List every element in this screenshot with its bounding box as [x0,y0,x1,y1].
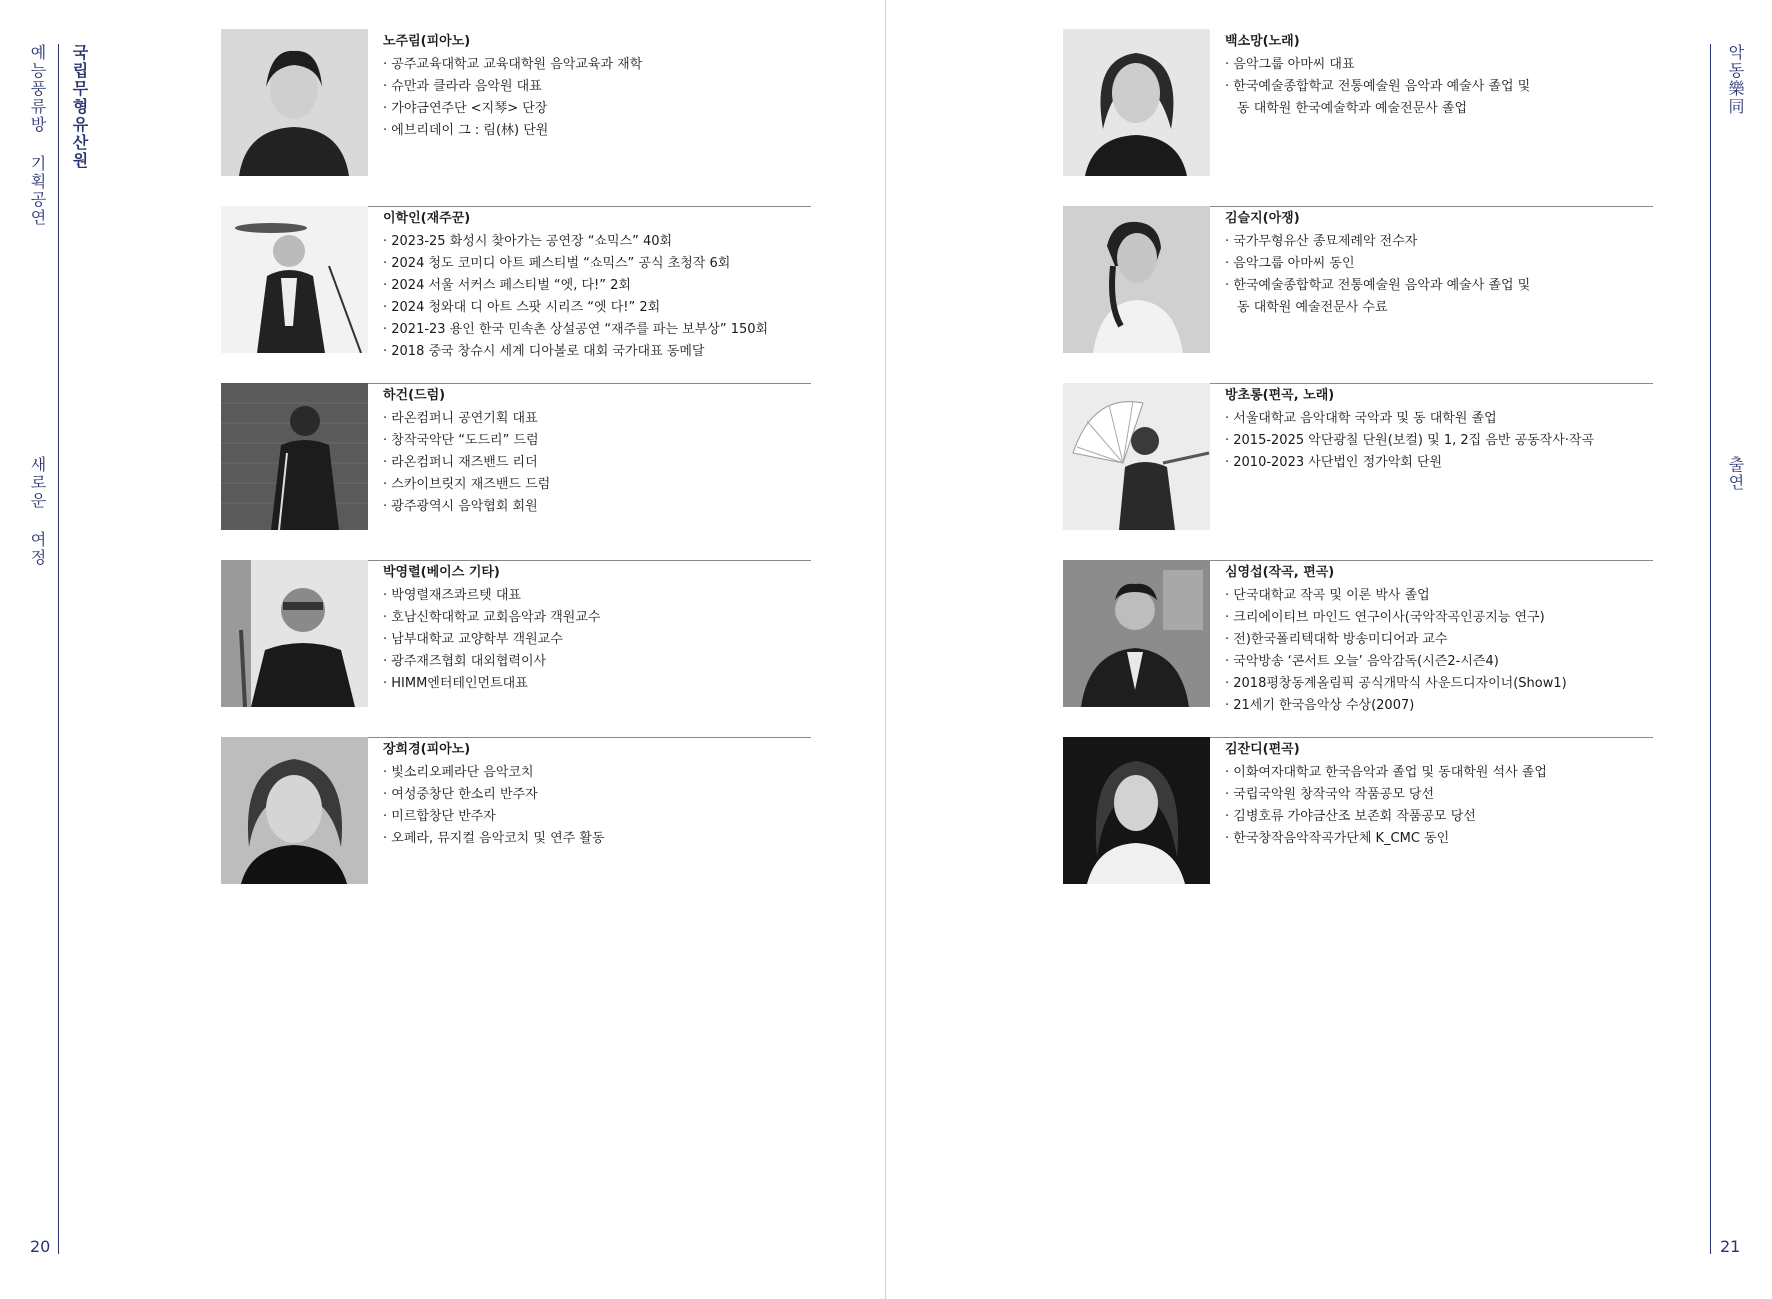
credit-line: · HIMM엔터테인먼트대표 [383,673,813,695]
performer-photo [221,29,368,176]
right-rule [1710,44,1711,1254]
credit-line: · 21세기 한국음악상 수상(2007) [1225,695,1655,717]
credit-line: · 국립국악원 창작국악 작품공모 당선 [1225,784,1655,806]
credit-line: · 가야금연주단 <지琴> 단장 [383,98,813,120]
performer-name: 심영섭(작곡, 편곡) [1225,565,1335,580]
credit-line-continued: 동 대학원 예술전문사 수료 [1237,300,1388,315]
credit-line: · 2024 청도 코미디 아트 페스티벌 “쇼믹스” 공식 초청작 6회 [383,253,813,275]
credit-line: · 2018 중국 창슈시 세계 디아볼로 대회 국가대표 동메달 [383,341,813,363]
performer-card [1063,560,1653,738]
credit-line: · 여성중창단 한소리 반주자 [383,784,813,806]
performer-name: 장희경(피아노) [383,742,471,757]
credit-line: · 전)한국폴리텍대학 방송미디어과 교수 [1225,629,1655,651]
ensemble-name: 악동樂同 [1726,44,1745,116]
performer-card [221,29,811,207]
performer-name: 박영렬(베이스 기타) [383,565,500,580]
credit-line: · 국가무형유산 종묘제례악 전수자 [1225,231,1655,253]
performer-photo [221,206,368,353]
credit-line: · 한국창작음악작곡가단체 K_CMC 동인 [1225,828,1655,850]
credit-line: · 2023-25 화성시 찾아가는 공연장 “쇼믹스” 40회 [383,231,813,253]
credit-line: · 오페라, 뮤지컬 음악코치 및 연주 활동 [383,828,813,850]
performer-card [1063,206,1653,384]
performer-name: 김잔디(편곡) [1225,742,1300,757]
performer-photo [1063,383,1210,530]
performer-card [1063,29,1653,207]
credit-line: · 김병호류 가야금산조 보존회 작품공모 당선 [1225,806,1655,828]
page-number-left: 20 [30,1237,51,1256]
section-title: 출연 [1726,456,1745,492]
performer-card [221,737,811,914]
credit-line: · 호남신학대학교 교회음악과 객원교수 [383,607,813,629]
left-page [0,0,885,1299]
performer-photo [221,737,368,884]
credit-line-continued: 동 대학원 한국예술학과 예술전문사 졸업 [1237,101,1468,116]
performer-photo [221,383,368,530]
credit-line: · 단국대학교 작곡 및 이론 박사 졸업 [1225,585,1655,607]
credit-line: · 박영렬재즈콰르텟 대표 [383,585,813,607]
performer-photo [1063,560,1210,707]
credit-line: · 슈만과 클라라 음악원 대표 [383,76,813,98]
credit-line: · 스카이브릿지 재즈밴드 드럼 [383,474,813,496]
credit-line: · 남부대학교 교양학부 객원교수 [383,629,813,651]
performer-card [221,383,811,561]
credit-line: · 2024 청와대 디 아트 스팟 시리즈 “엣 다!” 2회 [383,297,813,319]
credit-line: · 2021-23 용인 한국 민속촌 상설공연 “재주를 파는 보부상” 150회 [383,319,813,341]
credit-line: · 서울대학교 음악대학 국악과 및 동 대학원 졸업 [1225,408,1655,430]
performer-card [221,206,811,384]
credit-line: · 광주재즈협회 대외협력이사 [383,651,813,673]
credit-line: · 2015-2025 악단광칠 단원(보컬) 및 1, 2집 음반 공동작사·작곡 [1225,430,1655,452]
credit-line: · 한국예술종합학교 전통예술원 음악과 예술사 졸업 및 [1225,275,1655,297]
credit-line: · 2018평창동계올림픽 공식개막식 사운드디자이너(Show1) [1225,673,1655,695]
credit-line: · 국악방송 ‘콘서트 오늘’ 음악감독(시즌2-시즌4) [1225,651,1655,673]
credit-line: · 에브리데이 그 : 림(林) 단원 [383,120,813,142]
org-name: 국립무형유산원 [70,44,89,170]
performer-card [221,560,811,738]
performer-photo [1063,206,1210,353]
page-number-right: 21 [1720,1237,1741,1256]
right-page [886,0,1772,1299]
credit-line: · 이화여자대학교 한국음악과 졸업 및 동대학원 석사 졸업 [1225,762,1655,784]
credit-line: · 2024 서울 서커스 페스티벌 “엣, 다!” 2회 [383,275,813,297]
credit-line: · 2010-2023 사단법인 정가악회 단원 [1225,452,1655,474]
credit-line: · 라온컴퍼니 재즈밴드 리더 [383,452,813,474]
performer-name: 방초롱(편곡, 노래) [1225,388,1335,403]
credit-line: · 크리에이티브 마인드 연구이사(국악작곡인공지능 연구) [1225,607,1655,629]
performer-name: 노주림(피아노) [383,34,471,49]
performer-card [1063,737,1653,914]
performer-card [1063,383,1653,561]
credit-line: · 한국예술종합학교 전통예술원 음악과 예술사 졸업 및 [1225,76,1655,98]
performer-name: 백소망(노래) [1225,34,1300,49]
credit-line: · 미르합창단 반주자 [383,806,813,828]
credit-line: · 빛소리오페라단 음악코치 [383,762,813,784]
credit-line: · 음악그룹 아마씨 동인 [1225,253,1655,275]
performer-photo [221,560,368,707]
credit-line: · 창작국악단 “도드리” 드럼 [383,430,813,452]
left-rule [58,44,59,1254]
credit-line: · 음악그룹 아마씨 대표 [1225,54,1655,76]
performer-name: 김슬지(아쟁) [1225,211,1300,226]
performer-name: 하건(드럼) [383,388,446,403]
performer-photo [1063,29,1210,176]
credit-line: · 공주교육대학교 교육대학원 음악교육과 재학 [383,54,813,76]
performer-name: 이학인(재주꾼) [383,211,471,226]
series-title: 예능풍류방 기획공연 [28,44,47,227]
performer-photo [1063,737,1210,884]
credit-line: · 라온컴퍼니 공연기획 대표 [383,408,813,430]
subtitle: 새로운 여정 [28,456,47,567]
credit-line: · 광주광역시 음악협회 회원 [383,496,813,518]
